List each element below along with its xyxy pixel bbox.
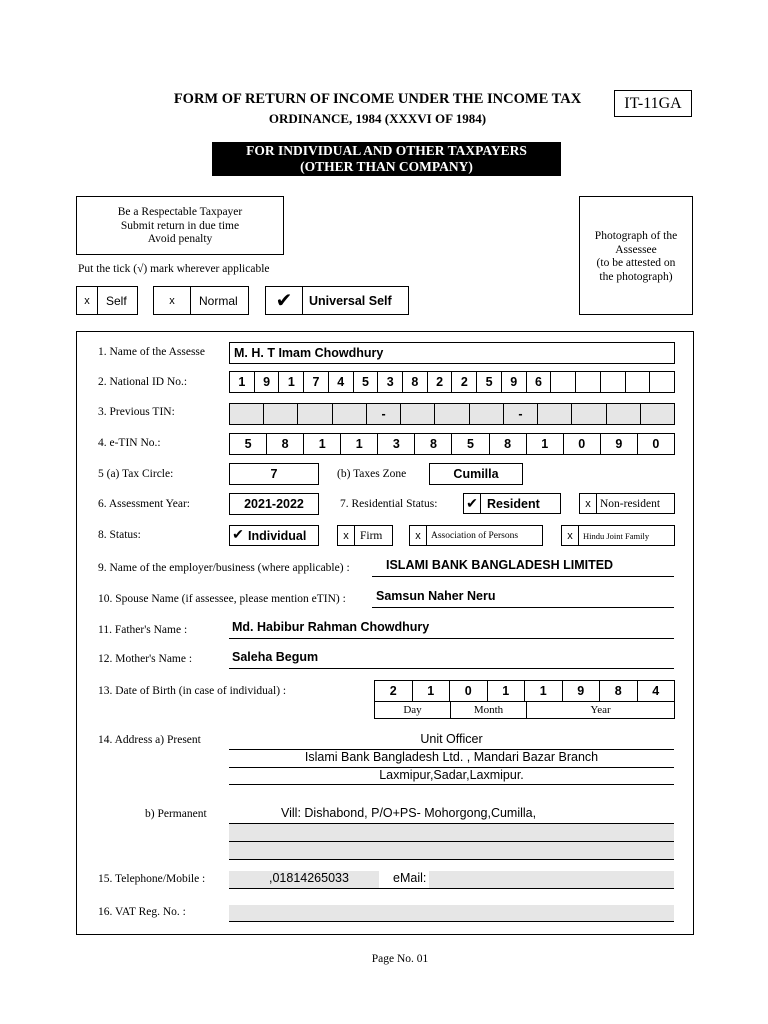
nid-digit-cell[interactable]: 2: [452, 372, 477, 392]
slogan-line3: Avoid penalty: [147, 233, 213, 245]
dob-caption-row: [374, 701, 675, 719]
prev-tin-cell[interactable]: [333, 404, 367, 424]
prev-tin-cell[interactable]: [401, 404, 435, 424]
permanent-address-line1[interactable]: Vill: Dishabond, P/O+PS- Mohorgong,Cumilla,: [229, 806, 674, 824]
universal-self-checkbox[interactable]: [265, 286, 409, 315]
form-title-line1: FORM OF RETURN OF INCOME UNDER THE INCOME TAX: [173, 91, 582, 107]
present-address-line3[interactable]: Laxmipur,Sadar,Laxmipur.: [229, 768, 674, 785]
assessment-year-label: 6. Assessment Year:: [98, 498, 191, 510]
prev-tin-cell[interactable]: [435, 404, 469, 424]
dob-digit-cell[interactable]: 9: [563, 681, 601, 701]
nid-digit-cell[interactable]: 2: [428, 372, 453, 392]
tax-circle-label: 5 (a) Tax Circle:: [98, 468, 174, 480]
prev-tin-cell[interactable]: [470, 404, 504, 424]
form-code: IT-11GA: [614, 90, 692, 117]
non-resident-mark: x: [580, 494, 597, 513]
nid-digit-cell[interactable]: 6: [527, 372, 552, 392]
normal-checkbox[interactable]: [153, 286, 249, 315]
prev-tin-cell[interactable]: -: [367, 404, 401, 424]
nid-digit-cell[interactable]: [601, 372, 626, 392]
individual-check-icon: ✔: [232, 528, 244, 543]
nid-digit-cell[interactable]: 9: [502, 372, 527, 392]
nid-digit-cell[interactable]: [551, 372, 576, 392]
present-address-line2[interactable]: Islami Bank Bangladesh Ltd. , Mandari Bazar Branch: [229, 750, 674, 768]
photograph-box[interactable]: [579, 196, 693, 315]
universal-check-icon: ✔: [266, 287, 303, 314]
normal-mark: x: [154, 287, 191, 314]
etin-digit-cell[interactable]: 1: [527, 434, 564, 454]
permanent-address-line3[interactable]: [229, 842, 674, 860]
prev-tin-cell[interactable]: [607, 404, 641, 424]
nid-digit-cell[interactable]: 9: [255, 372, 280, 392]
slogan-box: [76, 196, 284, 255]
email-field[interactable]: [429, 871, 674, 889]
page-number: Page No. 01: [371, 953, 429, 965]
email-label: eMail:: [379, 871, 429, 889]
nid-digit-cell[interactable]: 8: [403, 372, 428, 392]
etin-digit-cell[interactable]: 8: [490, 434, 527, 454]
photo-line1: Photograph of the: [594, 230, 678, 242]
spouse-label: 10. Spouse Name (if assessee, please mention eTIN) :: [98, 593, 346, 605]
self-checkbox[interactable]: [76, 286, 138, 315]
present-address-label: 14. Address a) Present: [98, 734, 201, 746]
etin-digit-cell[interactable]: 9: [601, 434, 638, 454]
employer-label: 9. Name of the employer/business (where applicable) :: [98, 562, 350, 574]
tick-instruction: Put the tick (√) mark wherever applicable: [78, 263, 270, 275]
non-resident-checkbox[interactable]: [579, 493, 675, 514]
dob-day-caption: Day: [375, 702, 451, 718]
nid-digit-cell[interactable]: 7: [304, 372, 329, 392]
dob-digit-cell[interactable]: 1: [525, 681, 563, 701]
dob-field[interactable]: [374, 680, 675, 702]
prev-tin-cell[interactable]: [572, 404, 606, 424]
huf-label: Hindu Joint Family: [583, 530, 650, 541]
firm-checkbox[interactable]: [337, 525, 393, 546]
spouse-field[interactable]: Samsun Naher Neru: [372, 589, 674, 608]
hindu-joint-family-checkbox[interactable]: [561, 525, 675, 546]
nid-digit-cell[interactable]: 3: [378, 372, 403, 392]
banner-line1: FOR INDIVIDUAL AND OTHER TAXPAYERS: [246, 143, 527, 158]
nid-label: 2. National ID No.:: [98, 376, 188, 388]
assessment-year-field[interactable]: 2021-2022: [229, 493, 319, 515]
slogan-line2: Submit return in due time: [120, 219, 240, 232]
name-field[interactable]: M. H. T Imam Chowdhury: [229, 342, 675, 364]
phone-label: 15. Telephone/Mobile :: [98, 873, 206, 885]
universal-label: Universal Self: [309, 293, 392, 308]
father-field[interactable]: Md. Habibur Rahman Chowdhury: [229, 620, 674, 639]
prev-tin-cell[interactable]: [298, 404, 332, 424]
nid-digit-cell[interactable]: 5: [354, 372, 379, 392]
etin-label: 4. e-TIN No.:: [98, 437, 161, 449]
dob-digit-cell[interactable]: 4: [652, 684, 660, 698]
phone-field[interactable]: ,01814265033: [229, 871, 379, 889]
photo-line2: Assessee: [615, 243, 657, 256]
etin-digit-cell[interactable]: 3: [378, 434, 415, 454]
dob-digit-cell[interactable]: 8: [600, 681, 638, 701]
prev-tin-cell[interactable]: [538, 404, 572, 424]
resident-checkbox[interactable]: [463, 493, 561, 514]
resident-check-icon: ✔: [464, 494, 481, 513]
prev-tin-cell[interactable]: [264, 404, 298, 424]
nid-field[interactable]: [229, 371, 675, 393]
permanent-address-line2[interactable]: [229, 824, 674, 842]
nid-digit-cell[interactable]: 1: [230, 372, 255, 392]
nid-digit-cell[interactable]: [626, 372, 651, 392]
taxpayer-banner: [212, 142, 561, 176]
aop-label: Association of Persons: [431, 530, 519, 541]
dob-label: 13. Date of Birth (in case of individual) :: [98, 685, 287, 697]
dob-digit-cell[interactable]: 1: [488, 681, 526, 701]
present-address-line1[interactable]: Unit Officer: [229, 732, 674, 750]
nid-digit-cell[interactable]: [650, 372, 674, 392]
self-label: Self: [106, 293, 127, 308]
nid-digit-cell[interactable]: 5: [477, 372, 502, 392]
nid-digit-cell[interactable]: [576, 372, 601, 392]
non-resident-label: Non-resident: [600, 497, 661, 510]
prev-tin-field[interactable]: [229, 403, 675, 425]
individual-checkbox[interactable]: [229, 525, 319, 546]
nid-digit-cell[interactable]: 1: [279, 372, 304, 392]
mother-field[interactable]: Saleha Begum: [229, 650, 674, 669]
tax-zone-label: (b) Taxes Zone: [337, 468, 407, 480]
photo-line4: the photograph): [599, 270, 673, 283]
dob-digit-cell[interactable]: 2: [375, 681, 413, 701]
etin-digit-cell[interactable]: 5: [452, 434, 489, 454]
etin-digit-cell[interactable]: 5: [230, 434, 267, 454]
form-title-line2: ORDINANCE, 1984 (XXXVI OF 1984): [268, 111, 487, 126]
etin-digit-cell[interactable]: 8: [267, 434, 304, 454]
tax-circle-field[interactable]: 7: [229, 463, 319, 485]
aop-checkbox[interactable]: [409, 525, 543, 546]
prev-tin-cell[interactable]: -: [504, 404, 538, 424]
dob-digit-cell[interactable]: 0: [450, 681, 488, 701]
prev-tin-cell[interactable]: [230, 404, 264, 424]
vat-label: 16. VAT Reg. No. :: [98, 906, 186, 918]
permanent-address-label: b) Permanent: [145, 808, 207, 820]
etin-digit-cell[interactable]: 0: [564, 434, 601, 454]
firm-mark: x: [338, 526, 355, 545]
firm-label: Firm: [360, 529, 383, 542]
self-mark: x: [77, 287, 98, 314]
aop-mark: x: [410, 526, 427, 545]
dob-digit-cell[interactable]: 1: [413, 681, 451, 701]
tax-zone-field[interactable]: Cumilla: [429, 463, 523, 485]
employer-field[interactable]: ISLAMI BANK BANGLADESH LIMITED: [372, 558, 674, 577]
resident-label: Resident: [487, 496, 540, 511]
name-label: 1. Name of the Assesse: [98, 346, 205, 358]
slogan-line1: Be a Respectable Taxpayer: [117, 206, 243, 218]
etin-field[interactable]: [229, 433, 675, 455]
status-label: 8. Status:: [98, 529, 141, 541]
banner-line2: (OTHER THAN COMPANY): [300, 159, 473, 174]
etin-digit-cell[interactable]: 1: [304, 434, 341, 454]
etin-digit-cell[interactable]: 8: [415, 434, 452, 454]
prev-tin-label: 3. Previous TIN:: [98, 406, 175, 418]
etin-digit-cell[interactable]: 0: [652, 437, 660, 451]
father-label: 11. Father's Name :: [98, 624, 188, 636]
dob-year-caption: Year: [590, 704, 611, 716]
etin-digit-cell[interactable]: 1: [341, 434, 378, 454]
photo-line3: (to be attested on: [596, 257, 676, 269]
huf-mark: x: [562, 526, 579, 545]
mother-label: 12. Mother's Name :: [98, 653, 193, 665]
vat-field[interactable]: [229, 905, 674, 922]
residential-status-label: 7. Residential Status:: [340, 498, 438, 510]
prev-tin-cell[interactable]: [641, 404, 674, 424]
nid-digit-cell[interactable]: 4: [329, 372, 354, 392]
individual-label: Individual: [248, 528, 307, 543]
dob-month-caption: Month: [451, 702, 527, 718]
normal-label: Normal: [199, 293, 238, 308]
